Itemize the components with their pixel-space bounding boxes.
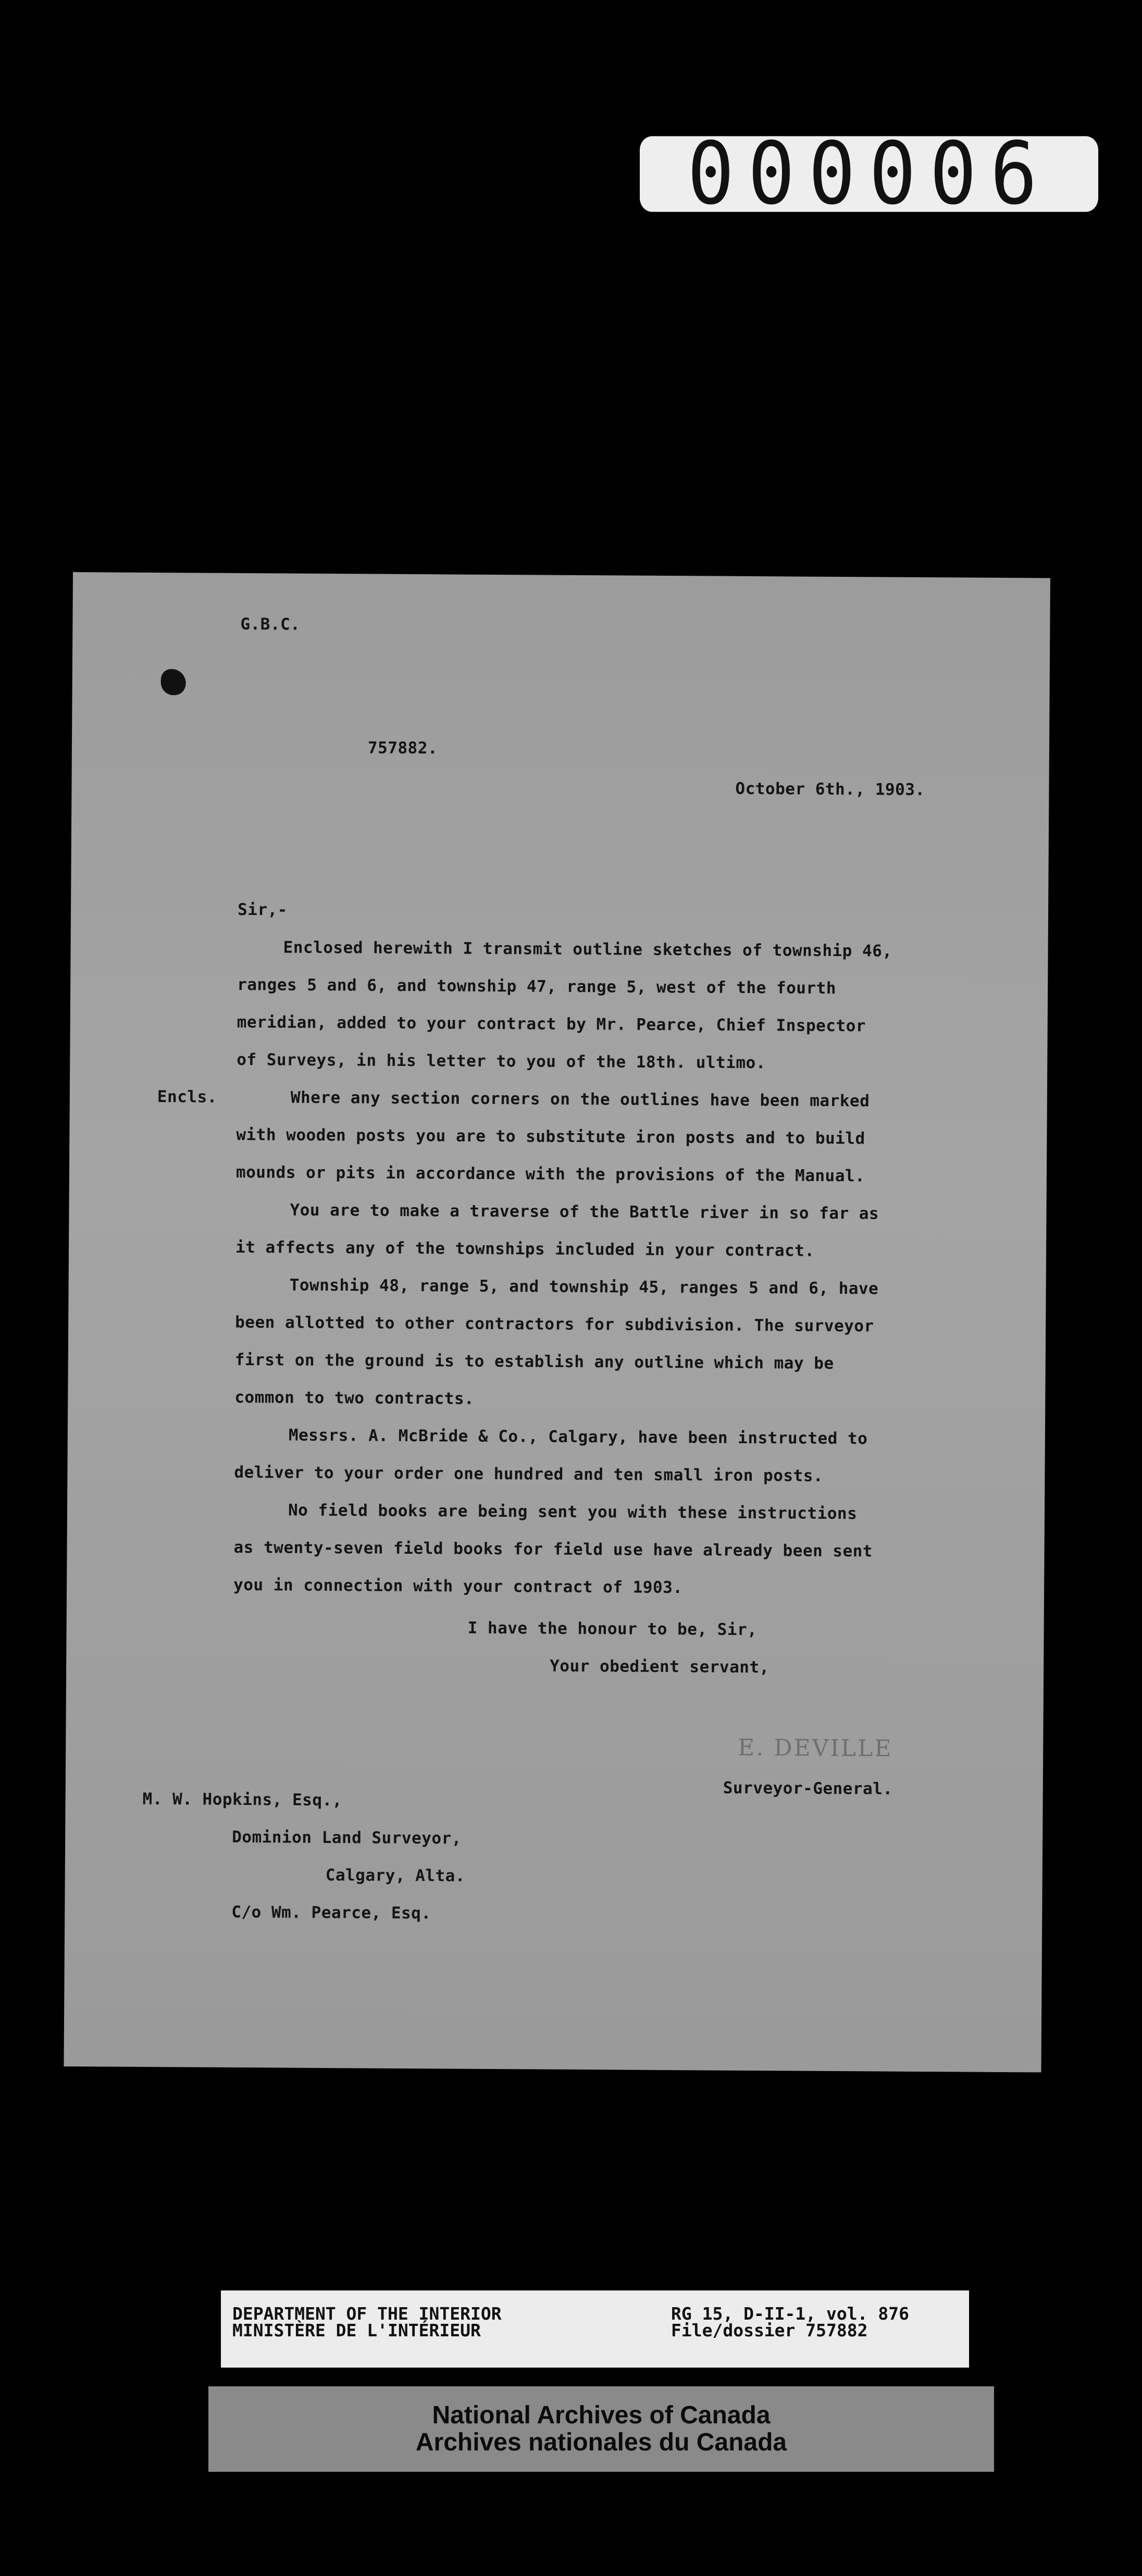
letter-line: been allotted to other contractors for subdivision. The surveyor	[235, 1312, 874, 1336]
letter-line: Messrs. A. McBride & Co., Calgary, have been instructed to	[288, 1426, 868, 1448]
addressee-care-of: C/o Wm. Pearce, Esq.	[231, 1902, 431, 1923]
letter-line: it affects any of the townships included in your contract.	[235, 1237, 815, 1260]
letter-salutation: Sir,-	[237, 900, 288, 920]
department-french: MINISTÈRE DE L'INTÉRIEUR	[232, 2320, 481, 2340]
signatory-title: Surveyor-General.	[723, 1778, 893, 1799]
letter-line: of Surveys, in his letter to you of the 18th. ultimo.	[237, 1050, 766, 1073]
letter-date: October 6th., 1903.	[735, 779, 925, 799]
archive-reference-label	[221, 2290, 969, 2368]
letter-line: You are to make a traverse of the Battle river in so far as	[290, 1200, 879, 1223]
letter-file-number: 757882.	[367, 738, 438, 758]
letter-line: mounds or pits in accordance with the provisions of the Manual.	[235, 1162, 865, 1186]
file-reference: File/dossier 757882	[671, 2320, 868, 2340]
record-group-reference: RG 15, D-II-1, vol. 876	[671, 2303, 909, 2324]
margin-note-enclosures: Encls.	[157, 1087, 217, 1107]
closing-line-2: Your obedient servant,	[550, 1656, 769, 1677]
letter-line: deliver to your order one hundred and ten small iron posts.	[234, 1463, 824, 1485]
archive-name-english: National Archives of Canada	[432, 2401, 771, 2429]
letter-line: No field books are being sent you with these instructions	[288, 1501, 858, 1524]
addressee-city: Calgary, Alta.	[325, 1866, 466, 1886]
letter-line: common to two contracts.	[234, 1388, 475, 1408]
addressee-title: Dominion Land Surveyor,	[232, 1827, 462, 1848]
letter-line: Enclosed herewith I transmit outline sketches of township 46,	[283, 938, 892, 961]
letter-initials: G.B.C.	[240, 614, 301, 634]
closing-line-1: I have the honour to be, Sir,	[467, 1618, 758, 1640]
letter-line: ranges 5 and 6, and township 47, range 5, west of the fourth	[237, 975, 837, 998]
signature-stamp: E. DEVILLE	[738, 1734, 893, 1762]
letter-line: first on the ground is to establish any outline which may be	[234, 1350, 834, 1373]
archive-name-french: Archives nationales du Canada	[415, 2429, 787, 2456]
letter-line: you in connection with your contract of 1903.	[233, 1575, 683, 1597]
department-english: DEPARTMENT OF THE INTERIOR	[232, 2303, 502, 2324]
letter-page	[64, 572, 1050, 2072]
addressee-name: M. W. Hopkins, Esq.,	[142, 1789, 343, 1810]
archive-banner	[208, 2386, 994, 2472]
letter-line: Where any section corners on the outlines have been marked	[290, 1088, 870, 1111]
frame-number-label: 000006	[640, 136, 1098, 212]
letter-line: as twenty-seven field books for field use have already been sent	[233, 1538, 873, 1561]
letter-line: meridian, added to your contract by Mr. Pearce, Chief Inspector	[237, 1012, 866, 1036]
letter-line: Township 48, range 5, and township 45, ranges 5 and 6, have	[289, 1275, 879, 1298]
ink-blot	[161, 669, 186, 695]
letter-line: with wooden posts you are to substitute iron posts and to build	[236, 1125, 865, 1148]
